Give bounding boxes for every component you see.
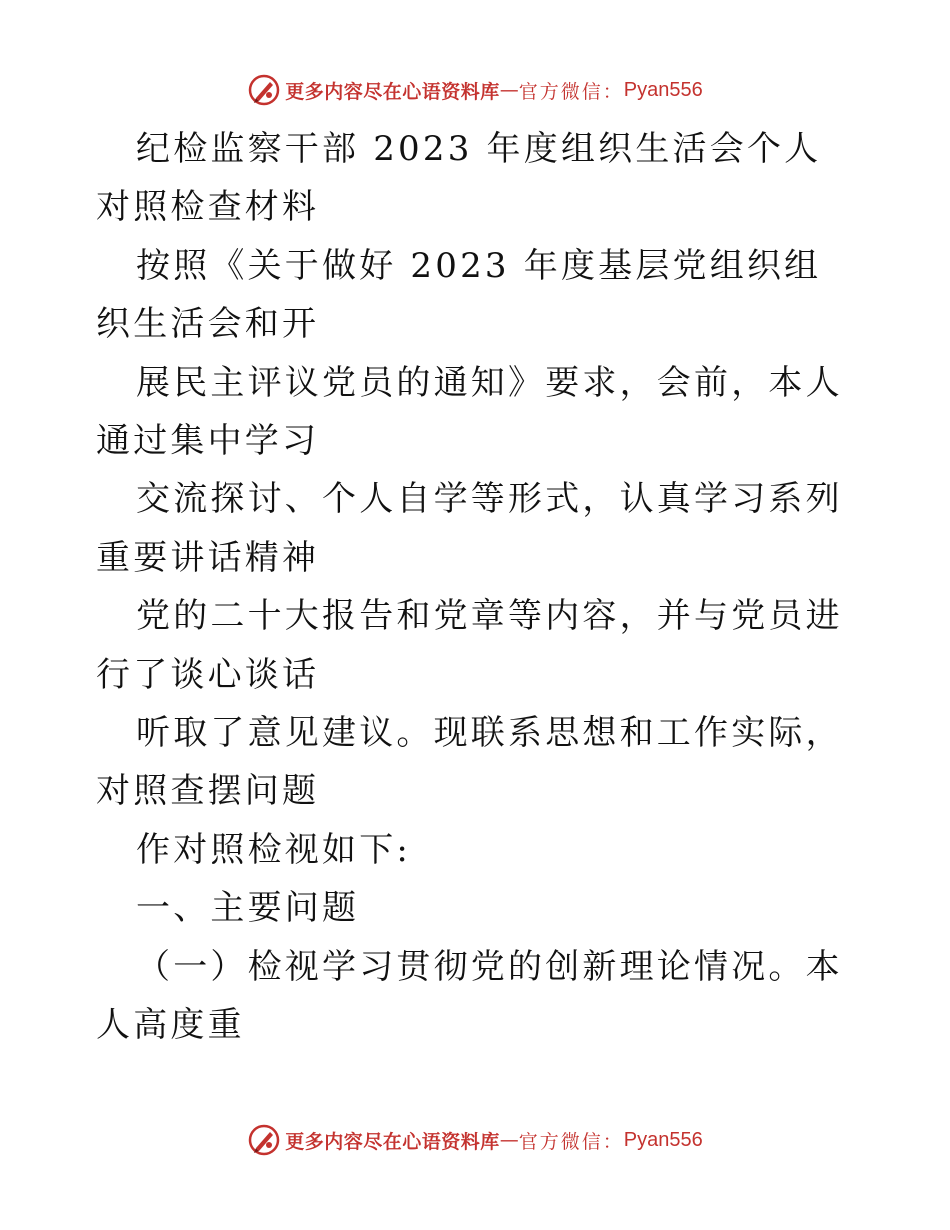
paragraph: 展民主评议党员的通知》要求，会前，本人通过集中学习 <box>96 362 843 462</box>
footer-banner <box>0 1120 950 1160</box>
document-body <box>96 120 856 1055</box>
banner-dash: — <box>499 1129 519 1151</box>
paragraph: 交流探讨、个人自学等形式，认真学习系列重要讲话精神 <box>96 479 843 578</box>
banner-site-name: 更多内容尽在心语资料库 <box>285 1130 500 1153</box>
banner-wechat-label: 官方微信： <box>518 80 624 103</box>
paragraph: 党的二十大报告和党章等内容，并与党员进行了谈心谈话 <box>96 596 843 695</box>
banner-wechat-id: Pyan556 <box>623 1128 703 1151</box>
banner-wechat-id: Pyan556 <box>623 78 703 101</box>
paragraph-title: 纪检监察干部 2023 年度组织生活会个人对照检查材料 <box>96 129 822 228</box>
paragraph: 作对照检视如下: <box>136 829 412 870</box>
banner-site-name: 更多内容尽在心语资料库 <box>285 80 500 103</box>
paragraph: 听取了意见建议。现联系思想和工作实际，对照查摆问题 <box>96 713 843 812</box>
paragraph: 按照《关于做好 2023 年度基层党组织组织生活会和开 <box>96 245 822 345</box>
pen-logo-icon <box>247 1123 281 1157</box>
paragraph: （一）检视学习贯彻党的创新理论情况。本人高度重 <box>96 946 843 1046</box>
pen-logo-icon <box>247 73 281 107</box>
header-banner <box>0 70 950 110</box>
section-heading: 一、主要问题 <box>136 888 360 929</box>
banner-wechat-label: 官方微信： <box>518 1130 624 1153</box>
banner-dash: — <box>499 79 519 101</box>
